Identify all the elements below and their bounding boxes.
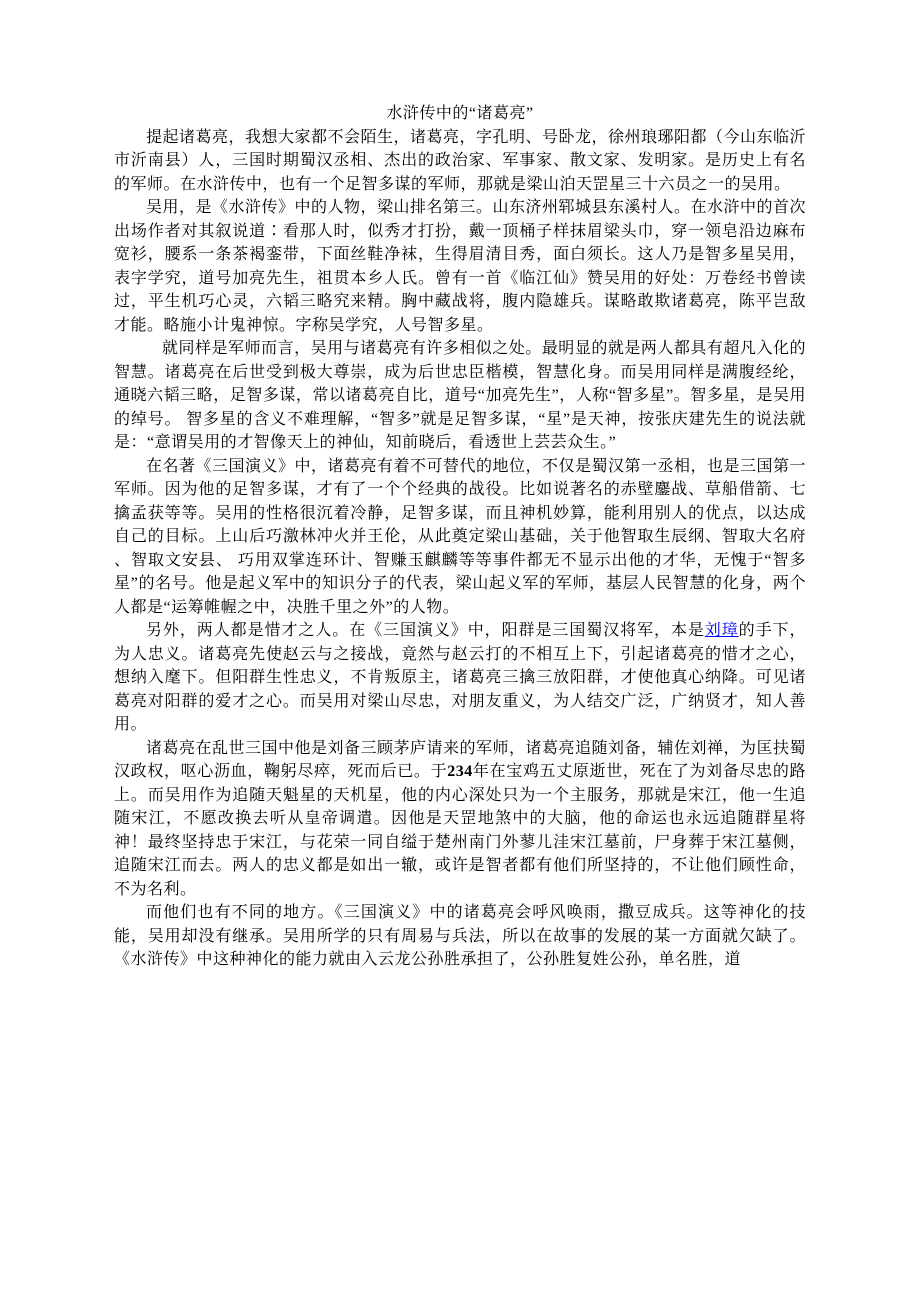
liuzhang-link[interactable]: 刘璋 bbox=[704, 622, 739, 639]
paragraph-4: 在名著《三国演义》中，诸葛亮有着不可替代的地位，不仅是蜀汉第一丞相，也是三国第一军师。因为他的足智多谋，才有了一个个经典的战役。比如说著名的赤壁鏖战、草船借箭、七擒孟获等等。吴用的性格很沉着冷静，足智多谋，而且神机妙算，能利用别人的优点，以达成自己的目标。上山后巧激林冲火并王伦，从此奠定梁山基础，关于他智取生辰纲、智取大名府 、智取文安县、 巧用双掌连环计、智赚玉麒麟等等事件都无不显示出他的才华，无愧于“智多星”的名号。他是起义军中的知识分子的代表，梁山起义军的军师，基层人民智慧的化身，两个人都是“运筹帷幄之中，决胜千里之外”的人物。 bbox=[114, 457, 807, 616]
paragraph-5 bbox=[114, 619, 806, 737]
paragraph-3: 就同样是军师而言，吴用与诸葛亮有许多相似之处。最明显的就是两人都具有超凡入化的智慧。诸葛亮在后世受到极大尊崇，成为后世忠臣楷模，智慧化身。而吴用同样是满腹经纶，通晓六韬三略，足智多谋，常以诸葛亮自比，道号“加亮先生”，人称“智多星”。智多星，是吴用的绰号。 智多星的含义不难理解，“智多”就是足智多谋，“星”是天神，按张庆建先生的说法就是：“意谓吴用的才智像天上的神仙，知前晓后，看透世上芸芸众生。” bbox=[114, 340, 806, 451]
paragraph-1: 提起诸葛亮，我想大家都不会陌生，诸葛亮，字孔明、号卧龙，徐州琅琊阳都（今山东临沂市沂南县）人，三国时期蜀汉丞相、杰出的政治家、军事家、散文家、发明家。是历史上有名的军师。在水浒传中，也有一个足智多谋的军师，那就是梁山泊天罡星三十六员之一的吴用。 bbox=[114, 128, 807, 193]
paragraph-6-text-after: 年在宝鸡五丈原逝世，死在了为刘备尽忠的路上。而吴用作为追随天魁星的天机星，他的内心深处只为一个主服务，那就是宋江，他一生追随宋江，不愿改换去听从皇帝调遣。因他是天罡地煞中的大脑，他的命运也永远追随群星将神！最终坚持忠于宋江，与花荣一同自缢于楚州南门外蓼儿洼宋江墓前，尸身葬于宋江墓侧，追随宋江而去。两人的忠义都是如出一辙，或许是智者都有他们所坚持的，不让他们顾性命，不为名利。 bbox=[114, 763, 806, 898]
year-234-bold-text: 234 bbox=[447, 763, 473, 780]
paragraph-6 bbox=[114, 737, 806, 902]
document-title: 水浒传中的“诸葛亮” bbox=[386, 105, 534, 122]
paragraph-6-text-before: 诸葛亮在乱世三国中他是刘备三顾茅庐请来的军师，诸葛亮追随刘备，辅佐刘禅，为匡扶蜀汉政权，呕心沥血，鞠躬尽瘁，死而后已。于 bbox=[114, 739, 807, 780]
paragraph-5-text-before: 另外，两人都是惜才之人。在《三国演义》中，阳群是三国蜀汉将军，本是 bbox=[146, 622, 705, 639]
paragraph-7: 而他们也有不同的地方。《三国演义》中的诸葛亮会呼风唤雨，撒豆成兵。这等神化的技能，吴用却没有继承。吴用所学的只有周易与兵法，所以在故事的发展的某一方面就欠缺了。《水浒传》中这种神化的能力就由入云龙公孙胜承担了，公孙胜复姓公孙，单名胜，道 bbox=[114, 904, 806, 968]
paragraph-5-text-after: 的手下，为人忠义。诸葛亮先使赵云与之接战，竟然与赵云打的不相互上下，引起诸葛亮的惜才之心，想纳入麾下。但阳群生性忠义，不肯叛原主，诸葛亮三擒三放阳群，才使他真心纳降。可见诸葛亮对阳群的爱才之心。而吴用对梁山尽忠，对朋友重义，为人结交广泛，广纳贤才，知人善用。 bbox=[114, 622, 806, 733]
paragraph-2: 吴用，是《水浒传》中的人物，梁山排名第三。山东济州郓城县东溪村人。在水浒中的首次出场作者对其叙说道∶看那人时，似秀才打扮，戴一顶桶子样抹眉梁头巾，穿一领皂沿边麻布宽衫，腰系一条茶褐銮带，下面丝鞋净袜，生得眉清目秀，面白须长。这人乃是智多星吴用，表字学究，道号加亮先生，祖贯本乡人氏。曾有一首《临江仙》赞吴用的好处：万卷经书曾读过，平生机巧心灵，六韬三略究来精。胸中藏战将，腹内隐雄兵。谋略敢欺诸葛亮，陈平岂敌才能。略施小计鬼神惊。字称吴学究，人号智多星。 bbox=[114, 199, 807, 334]
